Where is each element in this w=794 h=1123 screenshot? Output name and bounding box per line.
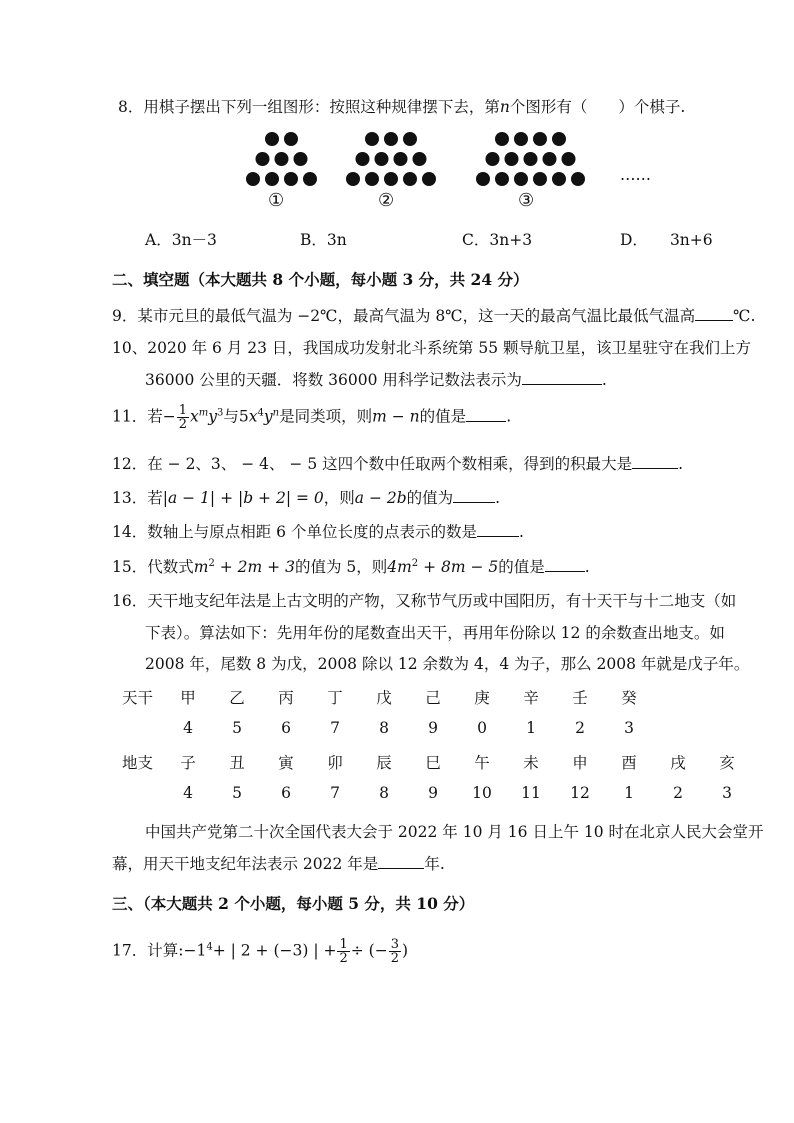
question-11-t2-x: x — [248, 407, 258, 426]
chess-piece-fig3-r1-2 — [514, 132, 528, 146]
question-14-answer-blank[interactable] — [477, 521, 519, 538]
dizhi-number-12: 3 — [722, 784, 732, 802]
question-17-expr1: −1 — [183, 941, 207, 960]
question-15-rest1: + 2m + 3 — [214, 558, 295, 576]
question-17-f2-den: 2 — [390, 951, 399, 966]
question-15-text-end: 的值是 — [498, 558, 545, 576]
question-16-line-4: 中国共产党第二十次全国代表大会于 2022 年 10 月 16 日上午 10 时在北京人民大会堂开 — [145, 823, 764, 841]
option-a — [145, 228, 217, 250]
question-10-number: 10、 — [112, 339, 148, 357]
dizhi-number-6: 9 — [428, 784, 438, 802]
question-15-exp2: 2 — [411, 557, 419, 569]
question-13-end: . — [495, 489, 501, 507]
question-15 — [112, 555, 590, 577]
chess-piece-fig1-r3-4 — [303, 172, 317, 186]
question-16-text-1: 天干地支纪年法是上古文明的产物，又称节气历或中国阳历，有十天干与十二地支（如 — [147, 592, 737, 610]
chess-piece-fig3-r3-1 — [476, 172, 490, 186]
question-9-answer-blank[interactable] — [695, 305, 733, 322]
question-13-expr: |a − 1| + |b + 2| = 0 — [162, 489, 324, 507]
chess-piece-fig3-r2-2 — [505, 152, 519, 166]
question-12-number: 12． — [112, 455, 148, 473]
dizhi-cell-1: 子 — [180, 754, 196, 772]
question-16-number: 16． — [112, 592, 148, 610]
dizhi-cell-3: 寅 — [278, 754, 294, 772]
chess-piece-fig2-r2-4 — [413, 152, 427, 166]
question-13-answer-blank[interactable] — [453, 487, 495, 504]
chess-piece-fig2-r2-1 — [356, 152, 370, 166]
dizhi-cell-11: 戌 — [670, 754, 686, 772]
question-11-expr: m − n — [372, 407, 420, 426]
chess-piece-fig1-r2-2 — [275, 152, 289, 166]
chess-piece-fig1-r3-2 — [265, 172, 279, 186]
question-15-coef2: 4m — [387, 558, 412, 576]
question-11-t2-n: n — [272, 407, 280, 419]
question-13-expr2: a − 2b — [354, 489, 407, 507]
question-12-answer-blank[interactable] — [632, 453, 678, 470]
dizhi-cell-2: 丑 — [229, 754, 245, 772]
question-16-text-5-end: 年. — [424, 855, 445, 873]
dizhi-number-8: 11 — [521, 784, 541, 802]
question-17-expr2: + | 2 + (−3) | + — [212, 941, 337, 960]
question-17-f2-num: 3 — [390, 937, 399, 952]
tiangan-cell-1: 甲 — [180, 689, 196, 707]
dizhi-label: 地支 — [122, 754, 154, 772]
tiangan-cell-9: 壬 — [572, 689, 588, 707]
question-9-text: 某市元旦的最低气温为 −2℃，最高气温为 8℃，这一天的最高气温比最低气温高 — [137, 307, 696, 325]
option-c-expr: 3n+3 — [489, 231, 533, 249]
question-15-answer-blank[interactable] — [545, 556, 585, 573]
dizhi-cell-7: 午 — [474, 754, 490, 772]
question-10-end: . — [601, 371, 607, 389]
chess-piece-fig1-r2-1 — [256, 152, 270, 166]
question-13 — [112, 486, 500, 508]
question-10-line-1 — [112, 336, 751, 358]
chess-piece-fig1-r2-3 — [294, 152, 308, 166]
chess-piece-fig2-r1-2 — [384, 132, 398, 146]
question-17-prefix: 计算: — [147, 941, 184, 960]
question-15-number: 15． — [112, 558, 148, 576]
question-12-end: . — [678, 455, 684, 473]
tiangan-number-2: 5 — [232, 719, 242, 737]
option-c-letter: C． — [462, 231, 490, 249]
dizhi-cell-8: 未 — [523, 754, 539, 772]
figure-label-3: ③ — [518, 190, 535, 211]
question-13-text-end: 的值为 — [406, 489, 454, 507]
tiangan-cell-7: 庚 — [474, 689, 490, 707]
question-8-number: 8． — [118, 98, 144, 116]
question-11-end: . — [506, 407, 512, 426]
question-8-text-after: 个图形有（ ）个棋子. — [509, 98, 686, 116]
option-b — [300, 228, 347, 250]
option-b-expr: 3n — [326, 231, 347, 249]
chess-piece-fig3-r3-2 — [495, 172, 509, 186]
question-11-t1-x: x — [190, 407, 199, 426]
chess-piece-fig3-r2-3 — [524, 152, 538, 166]
question-13-mid: ，则 — [323, 489, 355, 507]
option-d — [620, 228, 713, 250]
dizhi-cell-5: 辰 — [376, 754, 392, 772]
tiangan-cell-5: 戊 — [376, 689, 392, 707]
chess-piece-fig3-r2-5 — [562, 152, 576, 166]
tiangan-number-9: 2 — [575, 719, 585, 737]
chess-piece-fig1-r3-3 — [284, 172, 298, 186]
question-17-exp1: 4 — [206, 941, 213, 953]
question-11-number: 11． — [112, 407, 148, 426]
question-11-text-end: 的值是 — [419, 407, 467, 426]
figure-label-1: ① — [268, 190, 285, 211]
question-8-n-variable: n — [499, 98, 510, 116]
question-17 — [112, 938, 408, 965]
option-a-letter: A． — [145, 231, 172, 249]
question-11-frac-num: 1 — [178, 403, 188, 418]
dizhi-number-1: 4 — [183, 784, 193, 802]
dizhi-cell-10: 酉 — [621, 754, 637, 772]
chess-piece-fig3-r3-4 — [533, 172, 547, 186]
question-11-t2-coef: 5 — [238, 407, 249, 426]
dizhi-number-5: 8 — [379, 784, 389, 802]
question-12 — [112, 452, 683, 474]
question-9 — [112, 304, 755, 326]
question-9-number: 9． — [112, 307, 138, 325]
question-16-answer-blank[interactable] — [378, 853, 424, 870]
tiangan-cell-4: 丁 — [327, 689, 343, 707]
tiangan-number-6: 9 — [428, 719, 438, 737]
tiangan-number-1: 4 — [183, 719, 193, 737]
chess-piece-fig1-r3-1 — [246, 172, 260, 186]
option-d-expr: 3n+6 — [669, 231, 713, 249]
question-13-number: 13． — [112, 489, 148, 507]
chess-piece-fig3-r2-1 — [486, 152, 500, 166]
chess-piece-fig2-r3-1 — [346, 172, 360, 186]
tiangan-label: 天干 — [122, 689, 154, 707]
chess-piece-fig3-r3-3 — [514, 172, 528, 186]
question-16-line-1 — [112, 589, 736, 611]
option-c — [462, 228, 532, 250]
question-11-answer-blank[interactable] — [466, 405, 506, 422]
chess-piece-fig3-r1-3 — [533, 132, 547, 146]
chess-piece-fig2-r2-2 — [375, 152, 389, 166]
question-11-t2-exp: 4 — [257, 407, 264, 419]
section-2-title: 二、填空题（本大题共 8 个小题，每小题 3 分，共 24 分） — [112, 270, 529, 289]
dizhi-number-3: 6 — [281, 784, 291, 802]
question-17-fraction-1 — [337, 938, 349, 965]
figure-ellipsis: …… — [620, 166, 651, 184]
question-17-fraction-2 — [389, 938, 401, 965]
question-11-frac-den: 2 — [178, 417, 188, 432]
chess-piece-fig3-r2-4 — [543, 152, 557, 166]
question-13-prefix: 若 — [147, 489, 163, 507]
option-d-letter: D． — [620, 231, 648, 249]
tiangan-number-7: 0 — [477, 719, 487, 737]
tiangan-number-8: 1 — [526, 719, 536, 737]
dizhi-cell-9: 申 — [572, 754, 588, 772]
question-11-t1-exp: 3 — [217, 407, 224, 419]
question-10-text-1: 2020 年 6 月 23 日，我国成功发射北斗系统第 55 颗导航卫星，该卫星驻守在我们上方 — [147, 339, 751, 357]
chess-piece-fig2-r2-3 — [394, 152, 408, 166]
question-11-fraction — [177, 404, 189, 431]
dizhi-number-2: 5 — [232, 784, 242, 802]
dizhi-number-9: 12 — [570, 784, 590, 802]
tiangan-number-4: 7 — [330, 719, 340, 737]
tiangan-cell-3: 丙 — [278, 689, 294, 707]
question-11 — [112, 404, 511, 431]
dizhi-number-7: 10 — [472, 784, 492, 802]
dizhi-cell-6: 巳 — [425, 754, 441, 772]
question-8-stem — [118, 95, 685, 117]
tiangan-cell-10: 癸 — [621, 689, 637, 707]
question-11-t2-y: y — [263, 407, 273, 426]
question-15-exp1: 2 — [208, 557, 215, 569]
tiangan-cell-2: 乙 — [229, 689, 245, 707]
tiangan-number-3: 6 — [281, 719, 291, 737]
dizhi-cell-12: 亥 — [719, 754, 735, 772]
question-11-and: 与 — [223, 407, 239, 426]
question-11-t1-m: m — [198, 407, 209, 419]
question-11-t1-y: y — [208, 407, 218, 426]
dizhi-number-11: 2 — [673, 784, 683, 802]
tiangan-number-5: 8 — [379, 719, 389, 737]
chess-piece-fig2-r1-3 — [403, 132, 417, 146]
question-16-line-3: 2008 年，尾数 8 为戊，2008 除以 12 余数为 4，4 为子，那么 2008 年就是戊子年。 — [145, 655, 750, 673]
question-16-line-2: 下表）。算法如下：先用年份的尾数查出天干，再用年份除以 12 的余数查出地支。如 — [145, 624, 725, 642]
chess-piece-fig3-r3-6 — [571, 172, 585, 186]
chess-piece-fig3-r3-5 — [552, 172, 566, 186]
question-15-prefix: 代数式 — [147, 558, 194, 576]
chess-piece-fig2-r3-4 — [403, 172, 417, 186]
chess-piece-fig2-r3-3 — [384, 172, 398, 186]
dizhi-cell-4: 卯 — [327, 754, 343, 772]
question-10-line-2 — [145, 368, 607, 390]
question-15-mid: 的值为 5，则 — [294, 558, 388, 576]
question-17-number: 17． — [112, 941, 148, 960]
chess-piece-fig3-r1-4 — [552, 132, 566, 146]
question-11-text-mid: 是同类项，则 — [279, 407, 373, 426]
chess-piece-fig2-r3-2 — [365, 172, 379, 186]
question-15-m: m — [193, 558, 209, 576]
question-17-f1-den: 2 — [339, 951, 348, 966]
question-14-text: 数轴上与原点相距 6 个单位长度的点表示的数是 — [147, 523, 477, 541]
section-3-title: 三、（本大题共 2 个小题，每小题 5 分，共 10 分） — [112, 894, 475, 913]
question-10-answer-blank[interactable] — [522, 369, 602, 386]
question-12-text: 在 − 2、3、 − 4、 − 5 这四个数中任取两个数相乘，得到的积最大是 — [147, 455, 633, 473]
question-8-text-before: 用棋子摆出下列一组图形：按照这种规律摆下去，第 — [143, 98, 500, 116]
question-17-f1-num: 1 — [339, 937, 348, 952]
chess-piece-fig2-r3-5 — [422, 172, 436, 186]
dizhi-number-10: 1 — [624, 784, 634, 802]
chess-piece-fig1-r1-2 — [284, 132, 298, 146]
option-a-expr: 3n－3 — [171, 231, 217, 249]
tiangan-cell-6: 己 — [425, 689, 441, 707]
option-b-letter: B． — [300, 231, 327, 249]
dizhi-number-4: 7 — [330, 784, 340, 802]
question-9-unit: ℃. — [733, 307, 756, 325]
chess-piece-fig3-r1-1 — [495, 132, 509, 146]
question-14-end: . — [518, 523, 524, 541]
question-11-prefix: 若− — [147, 407, 176, 426]
question-15-rest2: + 8m − 5 — [418, 558, 499, 576]
question-14-number: 14． — [112, 523, 148, 541]
tiangan-cell-8: 辛 — [523, 689, 539, 707]
chess-piece-figures — [236, 125, 636, 225]
chess-piece-fig2-r1-1 — [365, 132, 379, 146]
question-17-close: ) — [402, 941, 409, 960]
figure-label-2: ② — [378, 190, 395, 211]
question-16-text-5: 幕，用天干地支纪年法表示 2022 年是 — [112, 855, 379, 873]
question-15-end: . — [584, 558, 590, 576]
question-17-div: ÷ (− — [350, 941, 388, 960]
question-14 — [112, 520, 524, 542]
tiangan-number-10: 3 — [624, 719, 634, 737]
question-10-text-2: 36000 公里的天疆．将数 36000 用科学记数法表示为 — [145, 371, 522, 389]
question-16-line-5 — [112, 852, 445, 874]
chess-piece-fig1-r1-1 — [265, 132, 279, 146]
